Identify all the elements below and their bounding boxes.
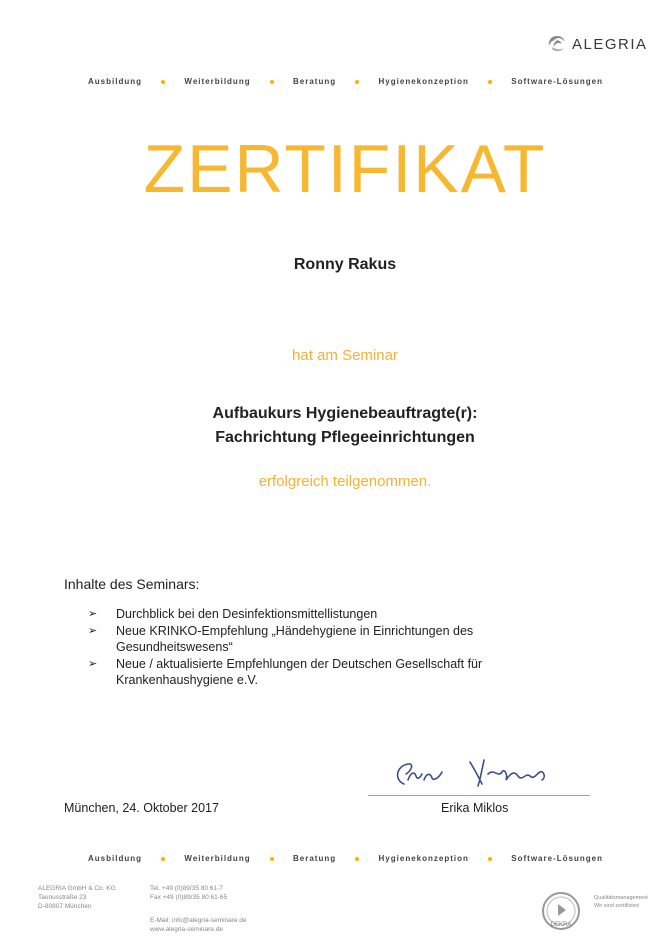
services-bar-top xyxy=(88,77,603,86)
contents-heading: Inhalte des Seminars: xyxy=(64,576,200,592)
bullet-dot-icon xyxy=(488,80,492,84)
certificate-title: ZERTIFIKAT xyxy=(143,131,547,207)
footer-line: Tel. +49 (0)89/35 80 61-7 xyxy=(150,885,223,892)
footer-contact xyxy=(150,884,247,934)
service-label: Beratung xyxy=(293,77,337,86)
swirl-logo-icon xyxy=(546,33,568,55)
list-item xyxy=(88,623,528,655)
bullet-dot-icon xyxy=(355,80,359,84)
footer-line: Qualitätsmanagement xyxy=(594,895,648,901)
list-item xyxy=(88,606,528,622)
service-label: Hygienekonzeption xyxy=(378,77,469,86)
bullet-dot-icon xyxy=(270,857,274,861)
service-label: Software-Lösungen xyxy=(511,77,603,86)
participated-text: hat am Seminar xyxy=(292,347,398,364)
service-label: Hygienekonzeption xyxy=(378,854,469,863)
arrow-bullet-icon: ➢ xyxy=(88,658,98,670)
service-label: Weiterbildung xyxy=(184,854,251,863)
service-label: Weiterbildung xyxy=(184,77,251,86)
alegria-logo xyxy=(546,33,648,55)
course-line-2: Fachrichtung Pflegeeinrichtungen xyxy=(215,429,475,446)
footer-line: D-80807 München xyxy=(38,903,92,910)
list-item-text: Neue / aktualisierte Empfehlungen der Deutschen Gesellschaft für Krankenhaushygiene e.V. xyxy=(116,657,483,687)
arrow-bullet-icon: ➢ xyxy=(88,625,98,637)
services-bar-bottom xyxy=(88,854,603,863)
service-label: Ausbildung xyxy=(88,77,142,86)
service-label: Beratung xyxy=(293,854,337,863)
signature-image xyxy=(384,750,584,798)
bullet-dot-icon xyxy=(488,857,492,861)
footer-line: www.alegria-seminare.de xyxy=(150,926,223,933)
footer-company xyxy=(38,884,116,911)
dekra-label: DEKRA xyxy=(550,922,572,928)
bullet-dot-icon xyxy=(161,80,165,84)
logo-text: ALEGRIA xyxy=(572,35,648,53)
list-item xyxy=(88,656,528,688)
bullet-dot-icon xyxy=(270,80,274,84)
success-text: erfolgreich teilgenommen. xyxy=(258,473,432,490)
service-label: Ausbildung xyxy=(88,854,142,863)
footer-line: Fax +49 (0)89/35 80 61-65 xyxy=(150,894,228,901)
footer-line: ALEGRIA GmbH & Co. KG xyxy=(38,885,116,892)
footer-line: Wir sind zertifiziert xyxy=(594,903,639,909)
contents-list xyxy=(88,606,528,689)
footer-line: E-Mail: info@alegria-seminare.de xyxy=(150,917,247,924)
service-label: Software-Lösungen xyxy=(511,854,603,863)
dekra-text xyxy=(594,894,648,910)
dekra-seal-icon xyxy=(536,884,586,932)
footer-line: Taunusstraße 23 xyxy=(38,894,87,901)
date-place: München, 24. Oktober 2017 xyxy=(64,801,219,815)
signer-name: Erika Miklos xyxy=(441,801,509,815)
signature-line xyxy=(368,795,590,796)
list-item-text: Durchblick bei den Desinfektionsmittellistungen xyxy=(116,607,378,621)
arrow-bullet-icon: ➢ xyxy=(88,608,98,620)
course-title xyxy=(0,402,672,450)
bullet-dot-icon xyxy=(355,857,359,861)
bullet-dot-icon xyxy=(161,857,165,861)
list-item-text: Neue KRINKO-Empfehlung „Händehygiene in Einrichtungen des Gesundheitswesens“ xyxy=(116,624,474,654)
recipient-name: Ronny Rakus xyxy=(293,256,397,273)
course-line-1: Aufbaukurs Hygienebeauftragte(r): xyxy=(212,405,478,422)
